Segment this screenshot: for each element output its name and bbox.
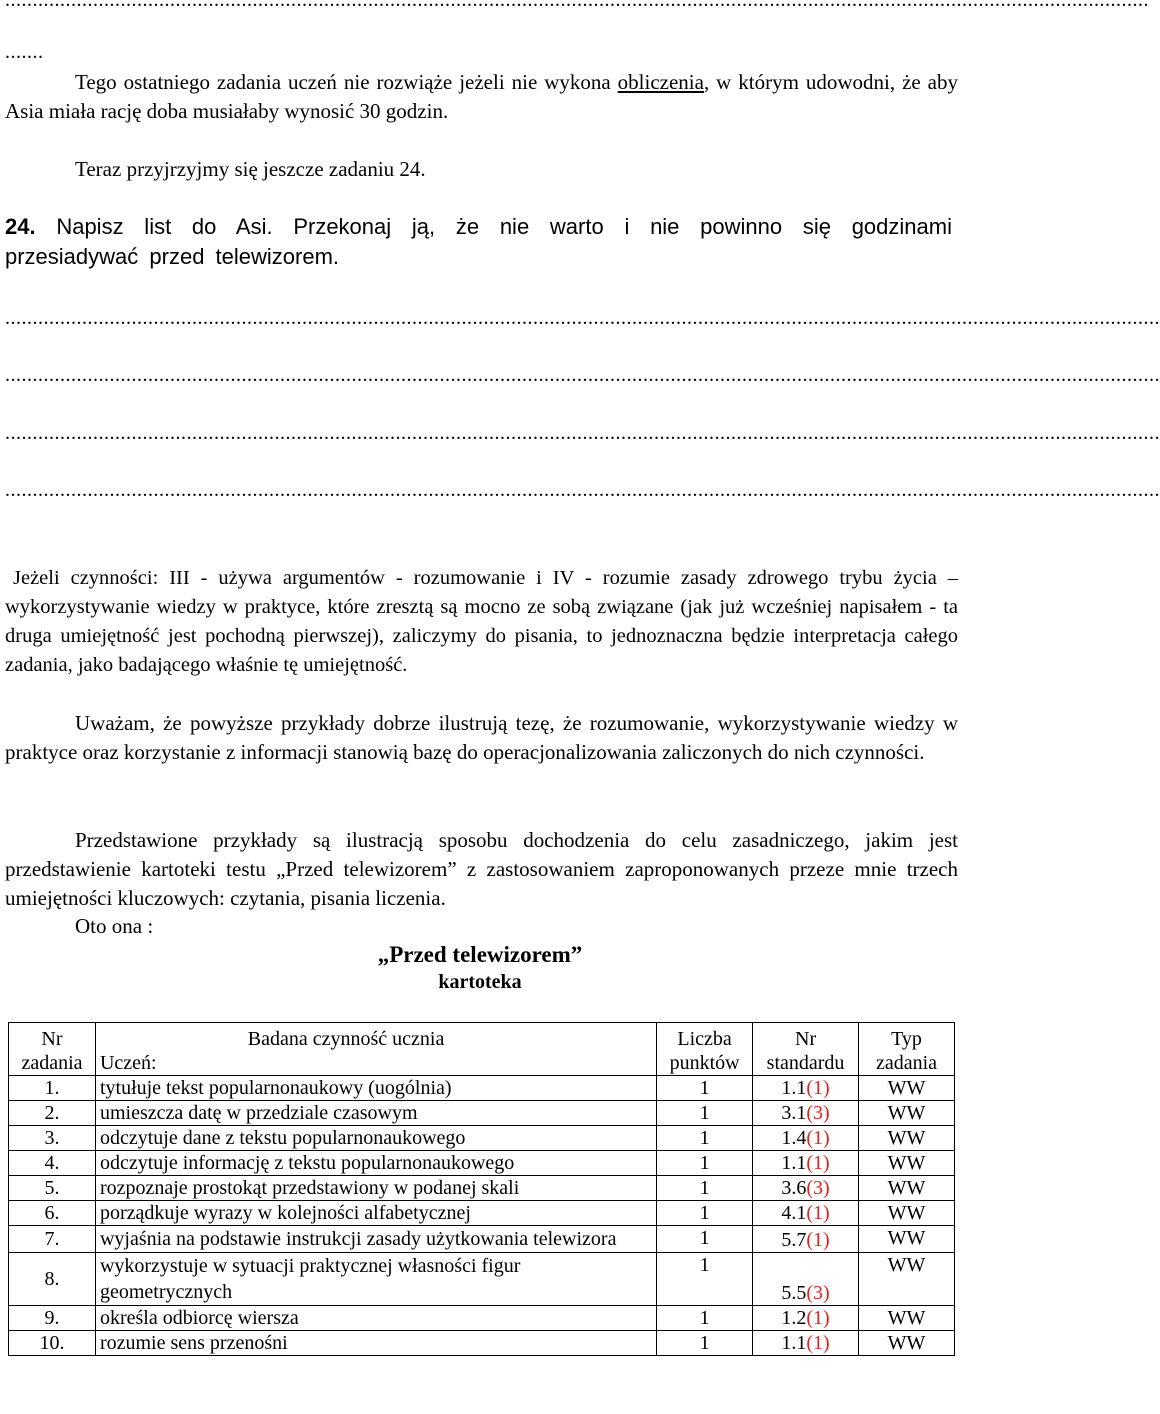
row-punkty: 1 [657,1253,753,1306]
row-punkty: 1 [657,1101,753,1126]
row-czynnosc: odczytuje dane z tekstu popularnonaukowego [95,1126,656,1151]
header-nr-standardu: Nr standardu [753,1023,859,1076]
table-row [9,1101,955,1126]
row-czynnosc: wykorzystuje w sytuacji praktycznej własności figur geometrycznych [95,1253,656,1306]
row-czynnosc: umieszcza datę w przedziale czasowym [95,1101,656,1126]
answer-line-3: .................................................................................................................................................................................................................. [5,422,1160,444]
standard-number: 5.5 [781,1282,807,1304]
kartoteka-title: „Przed telewizorem” [377,942,583,967]
standard-number: 1.2 [781,1307,807,1329]
row-standard [753,1101,859,1126]
row-nr: 9. [9,1306,96,1331]
table-row [9,1331,955,1356]
row-punkty: 1 [657,1306,753,1331]
body-p1-text: Jeżeli czynności: III - używa argumentów - rozumowanie i IV - rozumie zasady zdrowego trybu życia – wykorzystywanie wiedzy w praktyce, które zresztą są mocno ze sobą związane (jak już wcześniej napisałem - ta druga umiejętność jest pochodną pierwszej), zaliczymy do pisania, to jednoznaczna będzie interpretacja całego zadania, jako badającego właśnie tę umiejętność. [5,567,958,676]
row-punkty: 1 [657,1126,753,1151]
row-standard [753,1306,859,1331]
intro-text-after: , w którym udowodni, że aby Asia miała rację doba musiałaby wynosić 30 godzin. [5,70,959,123]
table-row [9,1151,955,1176]
intro-paragraph [5,68,958,126]
standard-area: (3) [806,1177,830,1199]
body-p3-text: Przedstawione przykłady są ilustracją sposobu dochodzenia do celu zasadniczego, jakim jest przedstawienie kartoteki testu „Przed telewizorem” z zastosowaniem zaproponowanych przeze mnie trzech umiejętności kluczowych: czytania, pisania liczenia. [5,828,958,910]
answer-line-1: .................................................................................................................................................................................................................. [5,307,1160,329]
row-standard [753,1151,859,1176]
row-punkty: 1 [657,1076,753,1101]
row-czynnosc: rozumie sens przenośni [95,1331,656,1356]
row-punkty: 1 [657,1226,753,1253]
standard-number: 1.1 [781,1152,807,1174]
answer-line-2: .................................................................................................................................................................................................................. [5,364,1160,386]
header-czynnosc-top: Badana czynność ucznia [247,1028,445,1050]
row-czynnosc: wyjaśnia na podstawie instrukcji zasady użytkowania telewizora [95,1226,656,1253]
row-nr: 8. [9,1253,96,1306]
standard-number: 1.4 [781,1127,807,1149]
row-typ: WW [859,1306,955,1331]
row-czynnosc: odczytuje informację z tekstu popularnonaukowego [95,1151,656,1176]
row-standard [753,1176,859,1201]
row-typ: WW [859,1126,955,1151]
standard-number: 4.1 [781,1202,807,1224]
row-nr: 1. [9,1076,96,1101]
intro-paragraph-2 [5,155,958,184]
row-typ: WW [859,1253,955,1306]
dotted-line-1 [5,42,957,62]
table-row [9,1126,955,1151]
row-nr: 3. [9,1126,96,1151]
standard-area: (1) [806,1202,830,1224]
standard-number: 3.1 [781,1102,807,1124]
standard-area: (1) [806,1307,830,1329]
row-nr: 2. [9,1101,96,1126]
row-nr: 5. [9,1176,96,1201]
kartoteka-subtitle: kartoteka [438,971,522,993]
row-standard [753,1331,859,1356]
row-standard [753,1126,859,1151]
row-standard [753,1226,859,1253]
intro-underlined-word: obliczenia [617,70,704,94]
row-punkty: 1 [657,1176,753,1201]
header-badana-czynnosc [95,1023,656,1076]
header-nr-zadania: Nr zadania [9,1023,96,1076]
standard-area: (1) [806,1152,830,1174]
task-24 [5,212,952,272]
header-typ-zadania: Typ zadania [859,1023,955,1076]
kartoteka-table [8,1022,955,1356]
row-czynnosc: tytułuje tekst popularnonaukowy (uogólnia) [95,1076,656,1101]
table-row [9,1201,955,1226]
task-24-number: 24. [5,214,36,239]
row-punkty: 1 [657,1331,753,1356]
header-czynnosc-bottom: Uczeń: [99,1052,157,1074]
table-row [9,1306,955,1331]
table-row [9,1076,955,1101]
intro-p2-text: Teraz przyjrzyjmy się jeszcze zadaniu 24. [75,157,426,181]
standard-number: 5.7 [781,1229,807,1251]
row-typ: WW [859,1331,955,1356]
standard-area: (3) [806,1102,830,1124]
standard-number: 3.6 [781,1177,807,1199]
row-typ: WW [859,1151,955,1176]
row-typ: WW [859,1226,955,1253]
row-czynnosc: porządkuje wyrazy w kolejności alfabetycznej [95,1201,656,1226]
standard-area: (3) [806,1282,830,1304]
row-standard [753,1201,859,1226]
standard-area: (1) [806,1229,830,1251]
row-punkty: 1 [657,1201,753,1226]
task-24-text: Napisz list do Asi. Przekonaj ją, że nie warto i nie powinno się godzinami przesiadywać przed telewizorem. [5,214,952,269]
row-punkty: 1 [657,1151,753,1176]
table-row [9,1226,955,1253]
row-nr: 7. [9,1226,96,1253]
table-row [9,1176,955,1201]
row-standard [753,1076,859,1101]
standard-number: 1.1 [781,1077,807,1099]
standard-area: (1) [806,1127,830,1149]
body-paragraph-4 [5,912,958,941]
row-nr: 4. [9,1151,96,1176]
intro-text-before: Tego ostatniego zadania uczeń nie rozwiąże jeżeli nie wykona [75,70,618,94]
answer-line-4: .................................................................................................................................................................................................................. [5,479,1160,501]
body-paragraph-2 [5,709,958,767]
header-liczba-punktow: Liczba punktów [657,1023,753,1076]
body-p4-text: Oto ona : [75,914,154,938]
row-nr: 10. [9,1331,96,1356]
dots-top-text: ...... [5,0,38,11]
row-typ: WW [859,1176,955,1201]
row-czynnosc: rozpoznaje prostokąt przedstawiony w podanej skali [95,1176,656,1201]
standard-area: (1) [806,1332,830,1354]
row-standard [753,1253,859,1306]
row-typ: WW [859,1101,955,1126]
table-header-row [9,1023,955,1076]
body-p2-text: Uważam, że powyższe przykłady dobrze ilustrują tezę, że rozumowanie, wykorzystywanie wiedzy w praktyce oraz korzystanie z informacji stanowią bazę do operacjonalizowania zaliczonych do nich czynności. [5,711,958,764]
row-typ: WW [859,1076,955,1101]
dots-line1-text: ....... [5,41,44,63]
row-czynnosc: określa odbiorcę wiersza [95,1306,656,1331]
standard-number: 1.1 [781,1332,807,1354]
dotted-line-top: ................................................................................................................................................................................................................ [5,0,957,10]
standard-area: (1) [806,1077,830,1099]
row-nr: 6. [9,1201,96,1226]
table-row [9,1253,955,1306]
row-typ: WW [859,1201,955,1226]
body-paragraph-1 [5,564,958,680]
body-paragraph-3 [5,826,958,913]
